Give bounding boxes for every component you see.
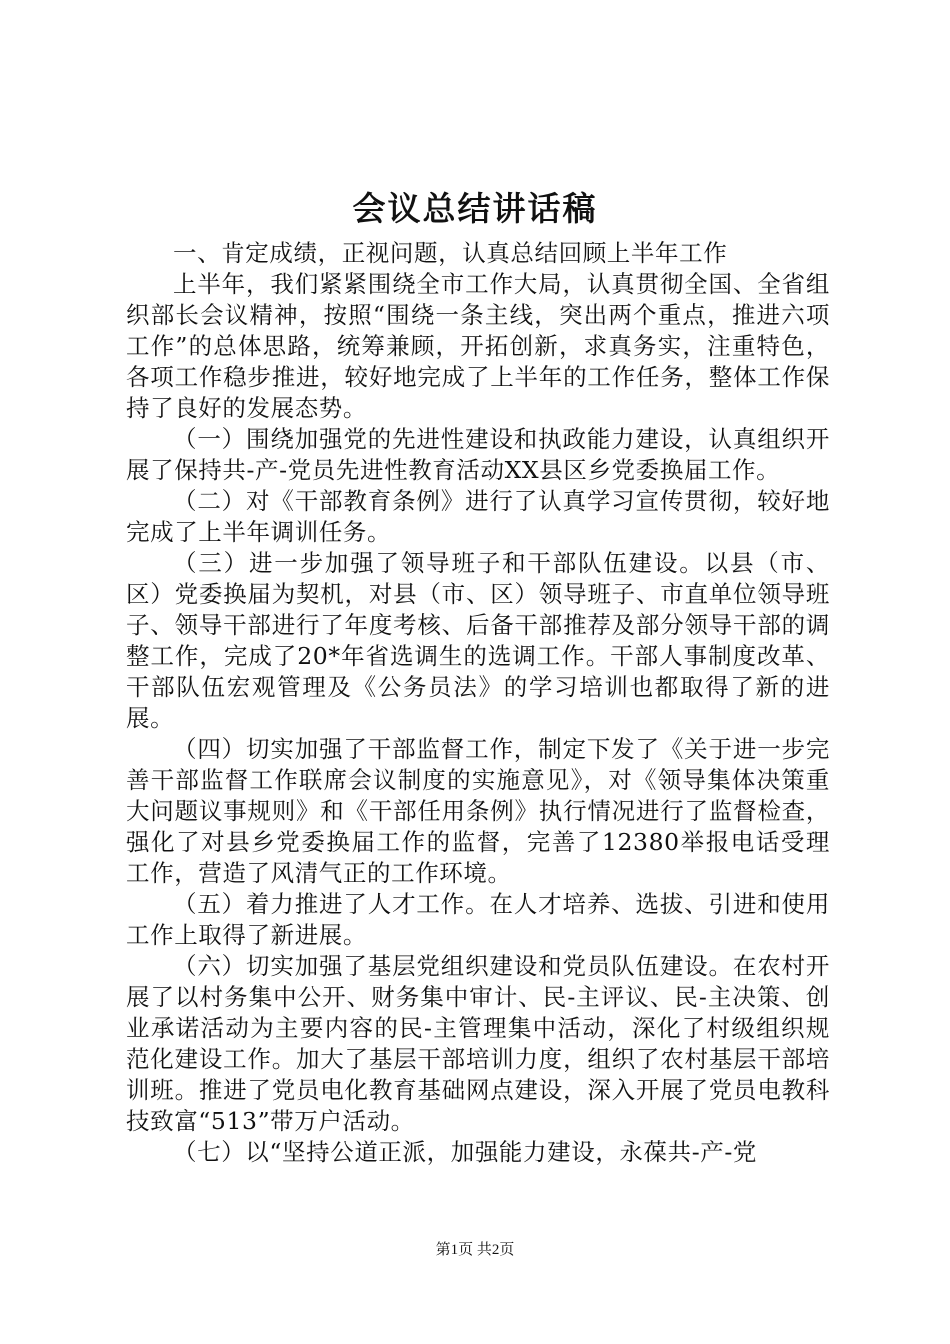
paragraph-item-5: （五）着力推进了人才工作。在人才培养、选拔、引进和使用工作上取得了新进展。 bbox=[126, 890, 830, 949]
document-body bbox=[126, 238, 830, 1168]
paragraph-item-3: （三）进一步加强了领导班子和干部队伍建设。以县（市、区）党委换届为契机，对县（市、区）领导班子、市直单位领导班子、领导干部进行了年度考核、后备干部推荐及部分领导干部的调整工作，完成了20*年省选调生的选调工作。干部人事制度改革、干部队伍宏观管理及《公务员法》的学习培训也都取得了新的进展。 bbox=[126, 549, 830, 732]
section-heading: 一、肯定成绩，正视问题，认真总结回顾上半年工作 bbox=[173, 239, 728, 267]
page-footer: 第1页 共2页 bbox=[435, 1242, 515, 1258]
paragraph-item-6: （六）切实加强了基层党组织建设和党员队伍建设。在农村开展了以村务集中公开、财务集中审计、民-主评议、民-主决策、创业承诺活动为主要内容的民-主管理集中活动，深化了村级组织规范化建设工作。加大了基层干部培训力度，组织了农村基层干部培训班。推进了党员电化教育基础网点建设，深入开展了党员电教科技致富“513”带万户活动。 bbox=[126, 952, 830, 1135]
paragraph-intro: 上半年，我们紧紧围绕全市工作大局，认真贯彻全国、全省组织部长会议精神，按照“围绕一条主线，突出两个重点，推进六项工作”的总体思路，统筹兼顾，开拓创新，求真务实，注重特色，各项工作稳步推进，较好地完成了上半年的工作任务，整体工作保持了良好的发展态势。 bbox=[126, 270, 830, 422]
paragraph-item-7: （七）以“坚持公道正派，加强能力建设，永葆共-产-党 bbox=[173, 1138, 757, 1166]
document-title: 会议总结讲话稿 bbox=[352, 189, 598, 228]
paragraph-item-1: （一）围绕加强党的先进性建设和执政能力建设，认真组织开展了保持共-产-党员先进性教育活动XX县区乡党委换届工作。 bbox=[126, 425, 830, 484]
paragraph-item-4: （四）切实加强了干部监督工作，制定下发了《关于进一步完善干部监督工作联席会议制度的实施意见》，对《领导集体决策重大问题议事规则》和《干部任用条例》执行情况进行了监督检查，强化了对县乡党委换届工作的监督，完善了12380举报电话受理工作，营造了风清气正的工作环境。 bbox=[126, 735, 830, 887]
paragraph-item-2: （二）对《干部教育条例》进行了认真学习宣传贯彻，较好地完成了上半年调训任务。 bbox=[126, 487, 830, 546]
